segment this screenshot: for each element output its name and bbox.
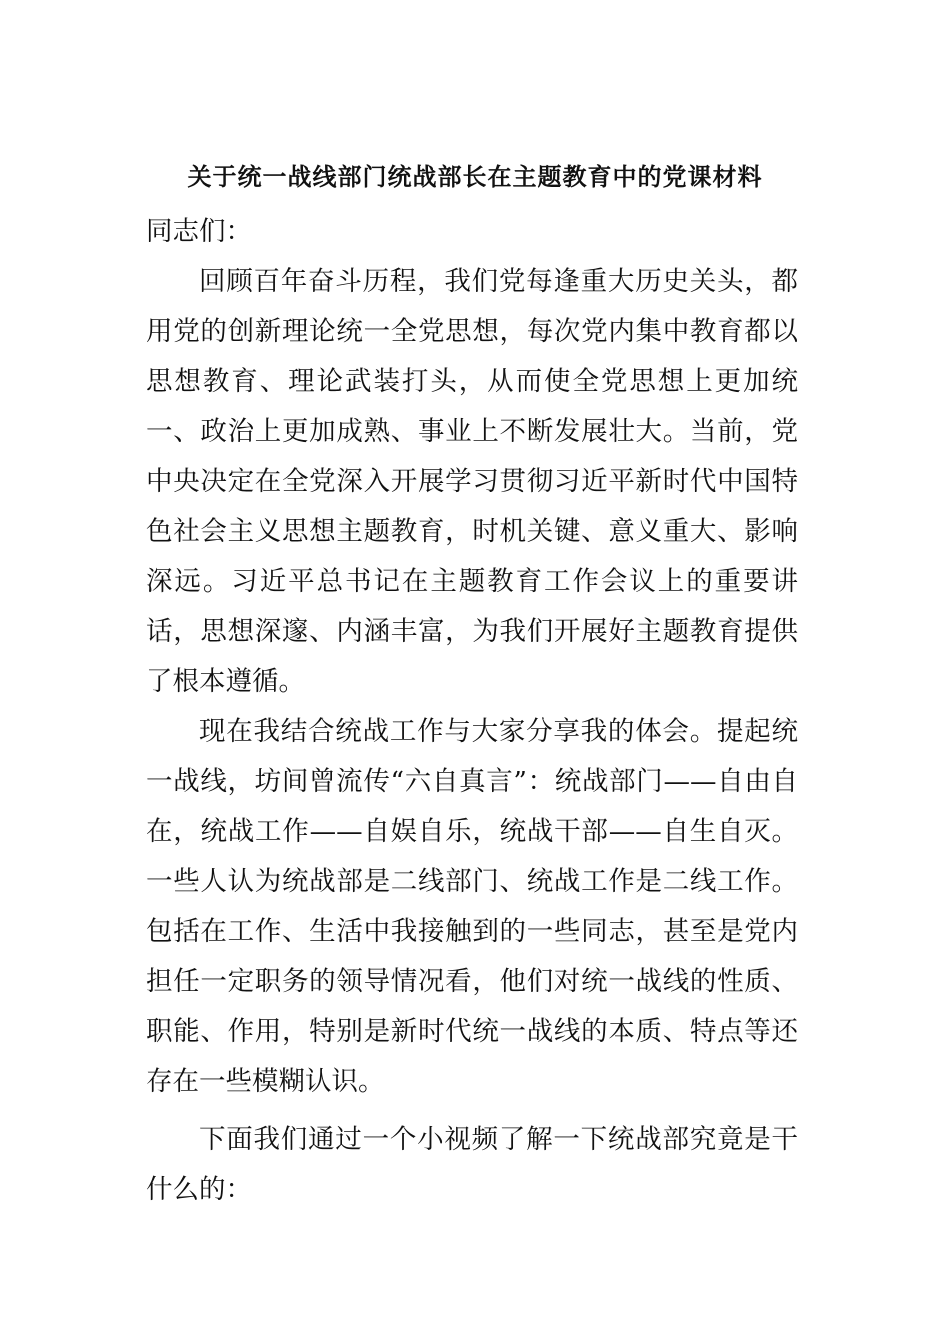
document-body — [146, 207, 798, 1215]
paragraph-1: 回顾百年奋斗历程，我们党每逢重大历史关头，都用党的创新理论统一全党思想，每次党内集中教育都以思想教育、理论武装打头，从而使全党思想上更加统一、政治上更加成熟、事业上不断发展壮大。当前，党中央决定在全党深入开展学习贯彻习近平新时代中国特色社会主义思想主题教育，时机关键、意义重大、影响深远。习近平总书记在主题教育工作会议上的重要讲话，思想深邃、内涵丰富，为我们开展好主题教育提供了根本遵循。 — [146, 266, 798, 697]
paragraph-3: 下面我们通过一个小视频了解一下统战部究竟是干什么的： — [146, 1124, 798, 1205]
document-title: 关于统一战线部门统战部长在主题教育中的党课材料 — [187, 162, 763, 191]
paragraph-2: 现在我结合统战工作与大家分享我的体会。提起统一战线，坊间曾流传“六自真言”：统战部门——自由自在，统战工作——自娱自乐，统战干部——自生自灭。一些人认为统战部是二线部门、统战工作是二线工作。包括在工作、生活中我接触到的一些同志，甚至是党内担任一定职务的领导情况看，他们对统一战线的性质、职能、作用，特别是新时代统一战线的本质、特点等还存在一些模糊认识。 — [146, 716, 798, 1097]
salutation: 同志们： — [146, 216, 252, 247]
